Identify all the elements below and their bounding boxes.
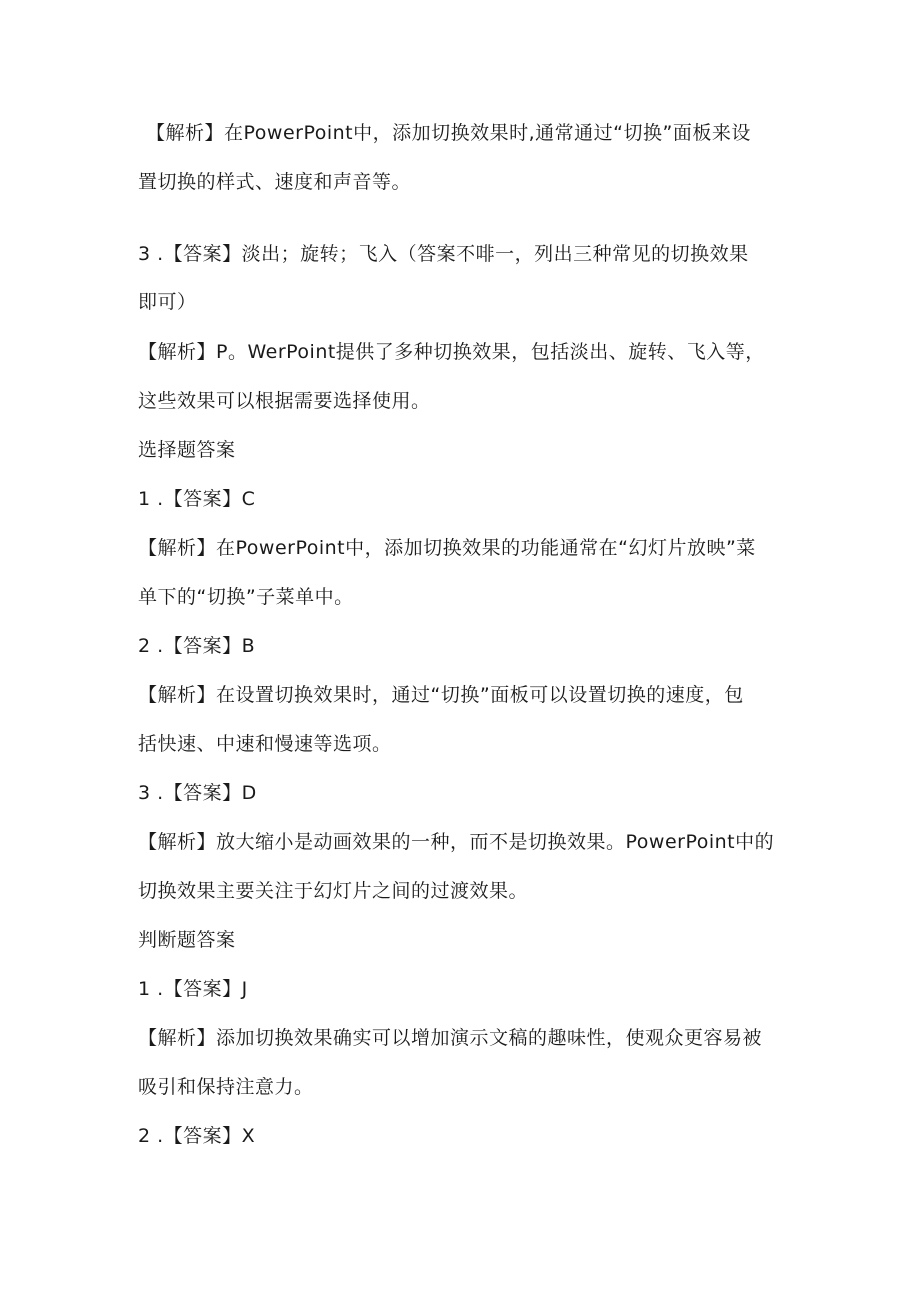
answer-line: 3 .【答案】D bbox=[138, 782, 257, 804]
analysis-line: 切换效果主要关注于幻灯片之间的过渡效果。 bbox=[138, 880, 529, 902]
analysis-line: 【解析】P。WerPoint提供了多种切换效果，包括淡出、旋转、飞入等， bbox=[138, 341, 765, 363]
analysis-line: 【解析】在PowerPoint中，添加切换效果时,通常通过“切换”面板来设 bbox=[146, 122, 751, 144]
analysis-line: 【解析】在PowerPoint中，添加切换效果的功能通常在“幻灯片放映”菜 bbox=[138, 537, 756, 559]
answer-line: 2 .【答案】X bbox=[138, 1125, 256, 1147]
analysis-line: 吸引和保持注意力。 bbox=[138, 1076, 314, 1098]
analysis-line: 这些效果可以根据需要选择使用。 bbox=[138, 390, 431, 412]
section-heading: 选择题答案 bbox=[138, 439, 236, 461]
analysis-line: 【解析】添加切换效果确实可以增加演示文稿的趣味性，使观众更容易被 bbox=[138, 1027, 763, 1049]
answer-line: 2 .【答案】B bbox=[138, 635, 256, 657]
answer-line: 即可） bbox=[138, 291, 197, 313]
analysis-line: 【解析】放大缩小是动画效果的一种，而不是切换效果。PowerPoint中的 bbox=[138, 831, 775, 853]
analysis-line: 【解析】在设置切换效果时，通过“切换”面板可以设置切换的速度，包 bbox=[138, 684, 744, 706]
analysis-line: 括快速、中速和慢速等选项。 bbox=[138, 733, 392, 755]
section-heading: 判断题答案 bbox=[138, 929, 236, 951]
answer-line: 3 .【答案】淡出；旋转；飞入（答案不啡一，列出三种常见的切换效果 bbox=[138, 243, 749, 265]
answer-line: 1 .【答案】J bbox=[138, 978, 248, 1000]
answer-line: 1 .【答案】C bbox=[138, 488, 256, 510]
analysis-line: 置切换的样式、速度和声音等。 bbox=[138, 171, 412, 193]
analysis-line: 单下的“切换”子菜单中。 bbox=[138, 586, 354, 608]
